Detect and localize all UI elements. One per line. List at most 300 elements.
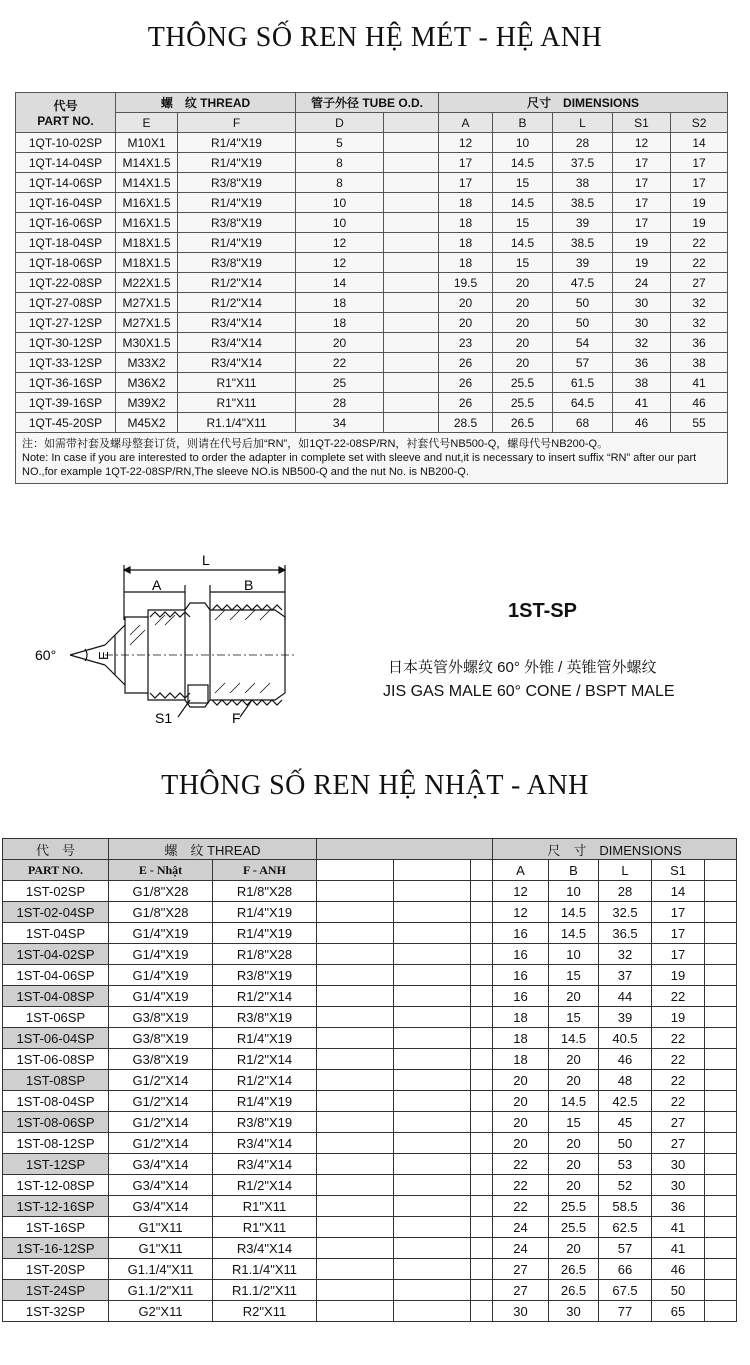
table-row — [3, 1112, 737, 1133]
blank-cell — [384, 373, 439, 393]
table-cell: 1QT-30-12SP — [16, 333, 116, 353]
blank-cell — [394, 1196, 471, 1217]
blank-col — [471, 860, 493, 881]
table-cell: R1/4"X19 — [178, 133, 296, 153]
table-cell: R1"X11 — [213, 1196, 317, 1217]
blank-cell — [705, 1259, 737, 1280]
blank-col — [317, 860, 394, 881]
note-chinese: 注：如需带衬套及螺母整套订货，则请在代号后加“RN”，如1QT-22-08SP/RN，衬套代号NB500-Q，螺母代号NB200-Q。 — [22, 438, 609, 450]
table-cell: 14 — [652, 881, 705, 902]
table-cell: 18 — [296, 293, 384, 313]
table-cell: 12 — [296, 253, 384, 273]
table-cell: 25 — [296, 373, 384, 393]
table-cell: 23 — [439, 333, 493, 353]
table-cell: 17 — [652, 944, 705, 965]
table-cell: 27 — [493, 1280, 549, 1301]
table-cell: 36 — [652, 1196, 705, 1217]
table-cell: 14.5 — [549, 923, 599, 944]
table-cell: 17 — [652, 923, 705, 944]
blank-cell — [317, 944, 394, 965]
table-cell: 14.5 — [493, 233, 553, 253]
table-cell: M36X2 — [116, 373, 178, 393]
table-cell: M45X2 — [116, 413, 178, 433]
metric-thread-table — [15, 92, 728, 484]
table-cell: 1QT-14-06SP — [16, 173, 116, 193]
table-cell: 77 — [599, 1301, 652, 1322]
table-cell: 20 — [493, 1133, 549, 1154]
dimensions-header: 尺 寸 DIMENSIONS — [493, 839, 737, 860]
blank-col — [705, 860, 737, 881]
blank-cell — [394, 1259, 471, 1280]
table-cell: 1QT-22-08SP — [16, 273, 116, 293]
table-cell: 15 — [493, 173, 553, 193]
table-row — [16, 393, 728, 413]
metric-section-title: THÔNG SỐ REN HỆ MÉT - HỆ ANH — [147, 22, 603, 53]
table-cell: 19 — [652, 1007, 705, 1028]
table-cell: 20 — [549, 1070, 599, 1091]
table-cell: 62.5 — [599, 1217, 652, 1238]
table-cell: 58.5 — [599, 1196, 652, 1217]
table-cell: G3/8"X19 — [109, 1028, 213, 1049]
table-row — [3, 1154, 737, 1175]
blank-cell — [471, 1217, 493, 1238]
table-cell: 27 — [671, 273, 728, 293]
table-cell: 1QT-14-04SP — [16, 153, 116, 173]
table-cell: 22 — [493, 1196, 549, 1217]
table-cell: 22 — [493, 1154, 549, 1175]
table-row — [3, 923, 737, 944]
part-no-cell: 1ST-16-12SP — [3, 1238, 109, 1259]
table-cell: 16 — [493, 965, 549, 986]
table-cell: 46 — [652, 1259, 705, 1280]
table-row — [3, 1175, 737, 1196]
table-cell: 1QT-10-02SP — [16, 133, 116, 153]
blank-cell — [394, 1238, 471, 1259]
table-cell: 30 — [613, 293, 671, 313]
table-cell: 15 — [549, 1112, 599, 1133]
table-cell: R1/4"X19 — [213, 1091, 317, 1112]
table-cell: 20 — [549, 1175, 599, 1196]
table-cell: M27X1.5 — [116, 313, 178, 333]
table-cell: 68 — [553, 413, 613, 433]
table-cell: 26 — [439, 373, 493, 393]
table-cell: G3/4"X14 — [109, 1175, 213, 1196]
table-cell: M22X1.5 — [116, 273, 178, 293]
blank-cell — [471, 1028, 493, 1049]
table-cell: G1/2"X14 — [109, 1133, 213, 1154]
table-cell: R1"X11 — [178, 373, 296, 393]
blank-cell — [394, 902, 471, 923]
table-cell: 47.5 — [553, 273, 613, 293]
blank-cell — [471, 1175, 493, 1196]
table-cell: 27 — [652, 1133, 705, 1154]
table-cell: R1.1/2"X11 — [213, 1280, 317, 1301]
table-cell: 50 — [553, 313, 613, 333]
blank-cell — [394, 965, 471, 986]
table-cell: 45 — [599, 1112, 652, 1133]
table-cell: 22 — [296, 353, 384, 373]
table-row — [3, 1280, 737, 1301]
table-cell: R1/4"X19 — [178, 153, 296, 173]
table-cell: 38 — [613, 373, 671, 393]
table-cell: 41 — [652, 1238, 705, 1259]
table-cell: 38.5 — [553, 193, 613, 213]
table-cell: 17 — [652, 902, 705, 923]
table-cell: R1"X11 — [178, 393, 296, 413]
table-cell: R1/4"X19 — [213, 923, 317, 944]
table-cell: 20 — [549, 1133, 599, 1154]
part-no-cell: 1ST-24SP — [3, 1280, 109, 1301]
table-cell: 18 — [493, 1028, 549, 1049]
blank-cell — [394, 881, 471, 902]
table-cell: 1QT-33-12SP — [16, 353, 116, 373]
blank-cell — [471, 881, 493, 902]
blank-col-header — [384, 113, 439, 133]
table-cell: M14X1.5 — [116, 153, 178, 173]
table-cell: M14X1.5 — [116, 173, 178, 193]
table-cell: R1/8"X28 — [213, 944, 317, 965]
table-cell: 57 — [553, 353, 613, 373]
table-cell: G2"X11 — [109, 1301, 213, 1322]
table-row — [3, 881, 737, 902]
blank-cell — [705, 965, 737, 986]
blank-cell — [705, 1133, 737, 1154]
table-cell: 38 — [671, 353, 728, 373]
table-row — [3, 986, 737, 1007]
table-cell: 37.5 — [553, 153, 613, 173]
label-angle: 60° — [35, 647, 57, 663]
table-cell: 15 — [549, 965, 599, 986]
blank-cell — [317, 1049, 394, 1070]
table-cell: 20 — [493, 333, 553, 353]
table-cell: 15 — [493, 213, 553, 233]
table-row — [3, 1028, 737, 1049]
table-cell: 20 — [493, 293, 553, 313]
table-cell: 30 — [613, 313, 671, 333]
table-cell: R3/4"X14 — [213, 1238, 317, 1259]
table-cell: 18 — [439, 193, 493, 213]
blank-cell — [317, 1301, 394, 1322]
table-cell: M39X2 — [116, 393, 178, 413]
blank-cell — [394, 923, 471, 944]
blank-cell — [394, 1112, 471, 1133]
table-row — [3, 1133, 737, 1154]
table-cell: 14.5 — [549, 902, 599, 923]
blank-cell — [394, 944, 471, 965]
table-cell: 12 — [493, 902, 549, 923]
table-row — [3, 1091, 737, 1112]
blank-cell — [384, 353, 439, 373]
table-cell: 1QT-39-16SP — [16, 393, 116, 413]
table-cell: 14.5 — [493, 153, 553, 173]
table-cell: R2"X11 — [213, 1301, 317, 1322]
part-no-cell: 1ST-02SP — [3, 881, 109, 902]
blank-cell — [394, 1280, 471, 1301]
blank-col — [394, 860, 471, 881]
blank-cell — [471, 1238, 493, 1259]
col-L: L — [599, 860, 652, 881]
thread-header: 螺 纹 THREAD — [116, 93, 296, 113]
table-cell: 12 — [613, 133, 671, 153]
part-no-cell: 1ST-08-06SP — [3, 1112, 109, 1133]
blank-cell — [317, 1133, 394, 1154]
blank-cell — [317, 965, 394, 986]
table-cell: 26.5 — [493, 413, 553, 433]
blank-cell — [317, 1217, 394, 1238]
table-cell: 52 — [599, 1175, 652, 1196]
table-cell: 27 — [493, 1259, 549, 1280]
table-cell: 26.5 — [549, 1280, 599, 1301]
table-cell: 27 — [652, 1112, 705, 1133]
col-A: A — [493, 860, 549, 881]
blank-cell — [705, 1154, 737, 1175]
blank-cell — [317, 1259, 394, 1280]
blank-cell — [705, 1028, 737, 1049]
blank-cell — [471, 1280, 493, 1301]
table-cell: 18 — [439, 233, 493, 253]
col-header-e: E — [116, 113, 178, 133]
table-row — [16, 253, 728, 273]
table-cell: 30 — [493, 1301, 549, 1322]
col-B: B — [549, 860, 599, 881]
table-cell: R1/4"X19 — [178, 193, 296, 213]
table-cell: 20 — [549, 1049, 599, 1070]
table-cell: 50 — [652, 1280, 705, 1301]
table-cell: G1/4"X19 — [109, 965, 213, 986]
table-cell: 1QT-18-06SP — [16, 253, 116, 273]
blank-cell — [317, 881, 394, 902]
table-cell: 36.5 — [599, 923, 652, 944]
table-cell: 46 — [599, 1049, 652, 1070]
table-row — [3, 1217, 737, 1238]
blank-cell — [705, 881, 737, 902]
table-cell: 17 — [671, 153, 728, 173]
table-cell: 1QT-27-12SP — [16, 313, 116, 333]
blank-cell — [471, 986, 493, 1007]
table-cell: 22 — [652, 1028, 705, 1049]
table-cell: 24 — [613, 273, 671, 293]
table-row — [3, 1259, 737, 1280]
table-cell: M10X1 — [116, 133, 178, 153]
blank-cell — [705, 1091, 737, 1112]
table-cell: 14 — [671, 133, 728, 153]
table-cell: 20 — [439, 313, 493, 333]
table-cell: 28 — [296, 393, 384, 413]
table-cell: 39 — [599, 1007, 652, 1028]
table-row — [3, 1238, 737, 1259]
table-cell: G1/2"X14 — [109, 1070, 213, 1091]
table-cell: M16X1.5 — [116, 193, 178, 213]
part-no-cell: 1ST-12SP — [3, 1154, 109, 1175]
table-cell: G3/8"X19 — [109, 1049, 213, 1070]
table-cell: 22 — [671, 233, 728, 253]
blank-cell — [317, 1091, 394, 1112]
part-no-cell: 1ST-08SP — [3, 1070, 109, 1091]
table-cell: G3/8"X19 — [109, 1007, 213, 1028]
part-no-cell: 1ST-06-04SP — [3, 1028, 109, 1049]
table-cell: M16X1.5 — [116, 213, 178, 233]
table-cell: R3/4"X14 — [213, 1133, 317, 1154]
table-cell: 44 — [599, 986, 652, 1007]
table-cell: 1QT-36-16SP — [16, 373, 116, 393]
blank-cell — [317, 986, 394, 1007]
table-cell: 1QT-18-04SP — [16, 233, 116, 253]
table-cell: 17 — [439, 153, 493, 173]
table-row — [3, 902, 737, 923]
table-cell: 41 — [652, 1217, 705, 1238]
table-cell: G1/2"X14 — [109, 1112, 213, 1133]
table-row — [3, 1070, 737, 1091]
blank-cell — [705, 1238, 737, 1259]
description-english: JIS GAS MALE 60° CONE / BSPT MALE — [383, 683, 675, 700]
table-cell: G3/4"X14 — [109, 1196, 213, 1217]
part-no-cell: 1ST-20SP — [3, 1259, 109, 1280]
part-no-header: 代号 PART NO. — [16, 93, 116, 133]
blank-cell — [471, 1196, 493, 1217]
table-cell: 26 — [439, 353, 493, 373]
japan-section-title: THÔNG SỐ REN HỆ NHẬT - ANH — [161, 770, 589, 801]
table-cell: 12 — [493, 881, 549, 902]
table-row — [16, 133, 728, 153]
blank-cell — [471, 902, 493, 923]
blank-cell — [394, 1217, 471, 1238]
table-cell: 41 — [671, 373, 728, 393]
table-row — [16, 153, 728, 173]
blank-cell — [384, 173, 439, 193]
table-cell: 19.5 — [439, 273, 493, 293]
blank-cell — [471, 1259, 493, 1280]
table-cell: 19 — [613, 253, 671, 273]
part-no-cell: 1ST-02-04SP — [3, 902, 109, 923]
table-cell: R1.1/4"X11 — [213, 1259, 317, 1280]
table-cell: 30 — [652, 1175, 705, 1196]
table-row — [3, 1301, 737, 1322]
table-cell: 16 — [493, 923, 549, 944]
table-cell: 25.5 — [549, 1217, 599, 1238]
col-f-anh: F - ANH — [213, 860, 317, 881]
table-cell: 15 — [493, 253, 553, 273]
label-B: B — [244, 577, 254, 593]
table-cell: G1/4"X19 — [109, 923, 213, 944]
table-row — [16, 193, 728, 213]
table-cell: 14.5 — [549, 1091, 599, 1112]
blank-cell — [705, 1070, 737, 1091]
blank-cell — [705, 1049, 737, 1070]
blank-cell — [384, 213, 439, 233]
arrow-L-right — [279, 567, 285, 573]
table-cell: 14 — [296, 273, 384, 293]
table-cell: R1"X11 — [213, 1217, 317, 1238]
table-cell: 26 — [439, 393, 493, 413]
table-cell: 5 — [296, 133, 384, 153]
table-cell: R3/8"X19 — [178, 173, 296, 193]
dimensions-header: 尺寸 DIMENSIONS — [439, 93, 728, 113]
table-cell: G1/8"X28 — [109, 902, 213, 923]
col-header-s1: S1 — [613, 113, 671, 133]
col-e-nhat: E - Nhật — [109, 860, 213, 881]
blank-cell — [384, 253, 439, 273]
table-cell: R1/8"X28 — [213, 881, 317, 902]
table-cell: G1.1/4"X11 — [109, 1259, 213, 1280]
table-cell: 20 — [493, 313, 553, 333]
label-E: E — [96, 651, 111, 660]
blank-header — [317, 839, 493, 860]
blank-cell — [394, 1091, 471, 1112]
blank-cell — [705, 923, 737, 944]
table-cell: R1/2"X14 — [178, 293, 296, 313]
table-cell: 30 — [652, 1154, 705, 1175]
blank-cell — [471, 923, 493, 944]
blank-cell — [394, 1049, 471, 1070]
table-cell: 32 — [671, 293, 728, 313]
blank-cell — [394, 1154, 471, 1175]
table-cell: R3/4"X14 — [178, 313, 296, 333]
table-cell: 39 — [553, 253, 613, 273]
table-cell: 57 — [599, 1238, 652, 1259]
arrow-L-left — [124, 567, 130, 573]
blank-cell — [384, 413, 439, 433]
description-chinese: 日本英管外螺纹 60° 外锥 / 英锥管外螺纹 — [388, 659, 657, 676]
table-cell: 15 — [549, 1007, 599, 1028]
part-no-cell: 1ST-08-12SP — [3, 1133, 109, 1154]
note-english: Note: In case if you are interested to order the adapter in complete set with sleeve and nut,it is necessary to insert suffix “RN” after our part NO.,for example 1QT-22-08SP/RN,The sleeve NO.is NB500-Q and the nut No. is NB200-Q. — [22, 452, 697, 478]
table-cell: 20 — [296, 333, 384, 353]
table-cell: 50 — [553, 293, 613, 313]
table-row — [16, 233, 728, 253]
part-no-cell: 1ST-04-06SP — [3, 965, 109, 986]
col-header-a: A — [439, 113, 493, 133]
col-header-b: B — [493, 113, 553, 133]
blank-cell — [471, 944, 493, 965]
table-row — [16, 173, 728, 193]
table-cell: R3/8"X19 — [213, 1112, 317, 1133]
blank-cell — [317, 1280, 394, 1301]
japanese-thread-table — [2, 838, 737, 1322]
table-cell: 18 — [439, 253, 493, 273]
table-row — [16, 353, 728, 373]
table-cell: 16 — [493, 986, 549, 1007]
table-cell: 14.5 — [549, 1028, 599, 1049]
table-row — [16, 333, 728, 353]
table-cell: 50 — [599, 1133, 652, 1154]
table-cell: 55 — [671, 413, 728, 433]
table-cell: 18 — [439, 213, 493, 233]
table-cell: 53 — [599, 1154, 652, 1175]
table-row — [16, 293, 728, 313]
blank-cell — [317, 1112, 394, 1133]
table-cell: 19 — [652, 965, 705, 986]
table-cell: 20 — [493, 273, 553, 293]
table-cell: 30 — [549, 1301, 599, 1322]
table-cell: M30X1.5 — [116, 333, 178, 353]
table-row — [3, 944, 737, 965]
part-no-cell: 1ST-06-08SP — [3, 1049, 109, 1070]
blank-cell — [394, 1175, 471, 1196]
table-cell: 64.5 — [553, 393, 613, 413]
table-cell: 18 — [296, 313, 384, 333]
table-cell: 26.5 — [549, 1259, 599, 1280]
blank-cell — [317, 1070, 394, 1091]
table-cell: G1"X11 — [109, 1217, 213, 1238]
table-cell: 38.5 — [553, 233, 613, 253]
blank-cell — [705, 1217, 737, 1238]
table-cell: 17 — [671, 173, 728, 193]
blank-cell — [394, 1133, 471, 1154]
table-row — [16, 213, 728, 233]
table-cell: R1/2"X14 — [213, 1049, 317, 1070]
table-cell: 18 — [493, 1049, 549, 1070]
table-cell: 66 — [599, 1259, 652, 1280]
